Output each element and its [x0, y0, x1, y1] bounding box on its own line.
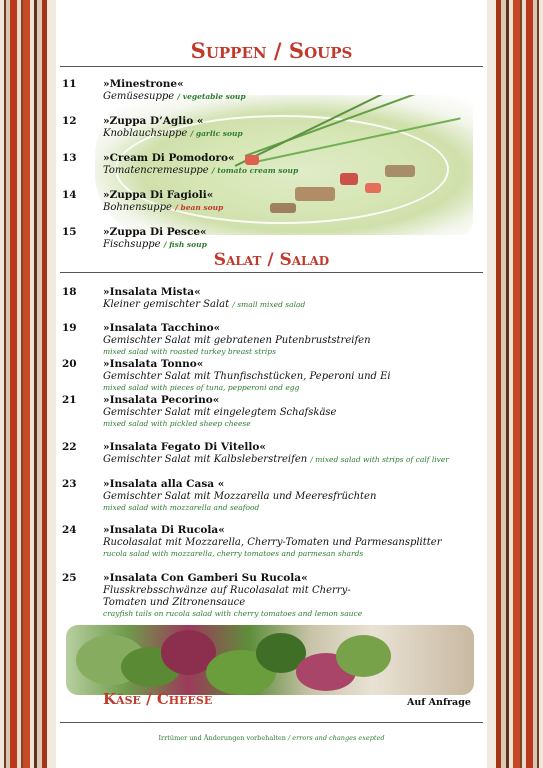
- left-striped-border: [0, 0, 56, 768]
- salad-divider: [60, 272, 483, 273]
- footer-divider: [60, 722, 483, 723]
- menu-page: Suppen / Soups 11 »Minestrone« Gemüsesuppe / vegetable soup 12 »Zuppa D’Aglio « Knoblauchsuppe / garlic soup 13 »Cream Di Pomodoro« Tomatencremesuppe / tomato cream soup 14 »Zuppa Di Fagioli« Bohnensuppe / bean soup 15 »Zuppa Di Pesce« Fischsuppe / fish soup Salat / Salad 18 »Insalata Mista« Kleiner gemischter Salat / small mixed salad 19 »Insalata Tacchino« Gemischter Salat mit gebratenen Putenbruststreifen mixed salad with roasted turkey breast strips 20 »Insalata Tonno« Gemischter Salat mit Thunfischstücken, Peperoni und Ei mixed salad with pieces of tuna, pepperoni and egg 21 »Insalata Pecorino« Gemischter Salat mit eingelegtem Schafskäse mixed salad with pickled sheep cheese 22 »Insalata Fegato Di Vitello« Gemischter Salat mit Kalbsleberstreifen / mixed salad with strips of calf liver 23 »Insalata alla Casa « Gemischter Salat mit Mozzarella und Meeresfrüchten mixed salad with mozzarella and seafood 24 »Insalata Di Rucola« Rucolasalat mit Mozzarella, Cherry-Tomaten und Parmesansplitter rucola salad with mozzarella, cherry tomatoes and parmesan shards 25 »Insalata Con Gamberi Su Rucola« Flusskrebsschwänze auf Rucolasalat mit Cherry-Tomaten und Zitronensauce crayfish tails on rucola salad with cherry tomatoes and lemon sauce Käse / Cheese Auf Anfrage Irrtümer und Änderungen vorbehalten / errors and changes exepted: [0, 0, 543, 768]
- right-striped-border: [487, 0, 543, 768]
- soups-divider: [60, 66, 483, 67]
- salad-heading: Salat / Salad: [213, 250, 330, 270]
- cheese-availability: Auf Anfrage: [407, 697, 471, 708]
- cheese-heading: Käse / Cheese: [103, 690, 213, 708]
- salad-photo: [66, 625, 474, 695]
- soups-heading: Suppen / Soups: [190, 38, 353, 63]
- footer-disclaimer: Irrtümer und Änderungen vorbehalten / errors and changes exepted: [158, 734, 385, 742]
